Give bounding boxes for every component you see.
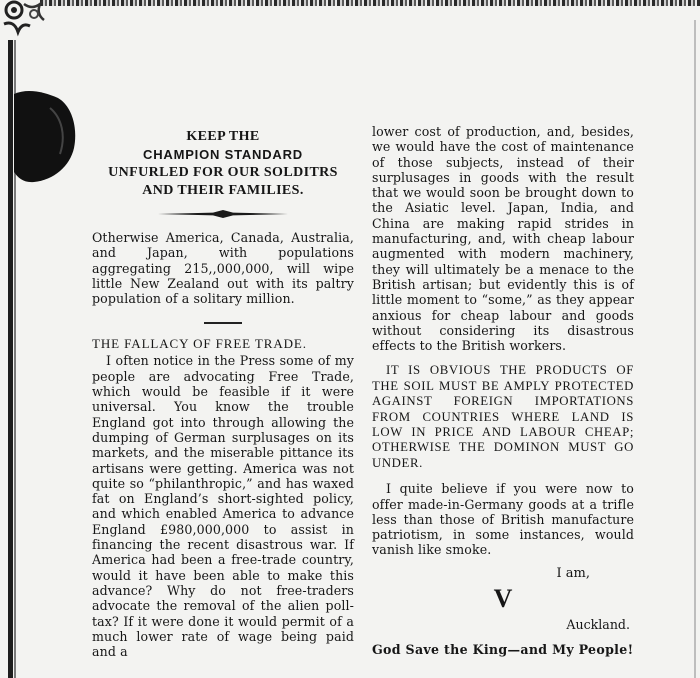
signoff: I am, [556, 565, 590, 581]
ornamental-rule-icon [158, 210, 288, 218]
headline-line-2: CHAMPION STANDARD [143, 147, 303, 162]
ink-smudge-icon [14, 88, 80, 184]
headline-line-4: AND THEIR FAMILIES. [142, 183, 304, 198]
caps-paragraph: IT IS OBVIOUS THE PRODUCTS OF THE SOIL MUST BE AMPLY PROTECTED AGAINST FOREIGN IMPORTATIONS FROM COUNTRIES WHERE LAND IS LOW IN PRICE AND LABOUR CHEAP; OTHERWISE THE DOMINON MUST GO UNDER. [372, 363, 634, 470]
headline [92, 128, 354, 200]
signature-initial: V [493, 583, 513, 613]
closing-line: God Save the King—and My People! [372, 641, 634, 657]
left-column [92, 128, 354, 659]
intro-paragraph: Otherwise America, Canada, Australia, and Japan, with populations aggregating 215,,000,000, will wipe little New Zealand out with its paltry population of a solitary million. [92, 230, 354, 307]
right-column [372, 124, 634, 657]
closing-paragraph: I quite believe if you were now to offer made-in-Germany goods at a trifle less than those of British manufacture patriotism, in some instances, would vanish like smoke. [372, 481, 634, 558]
body-paragraph-left: I often notice in the Press some of my people are advocating Free Trade, which would be feasible if it were universal. You know the trouble England got into through allowing the dumping of German surplusages on its markets, and the miserable pittance its artisans were getting. America was not quite so “philanthropic,” and has waxed fat on England’s short-sighted policy, and which enabled America to advance England £980,000,000 to assist in financing the recent disastrous war. If America had been a free-trade country, would it have been able to make this advance? Why do not free-traders advocate the removal of the alien poll-tax? If it were done it would permit of a much lower rate of wage being paid and a [92, 353, 354, 660]
top-border [40, 0, 700, 6]
place-name: Auckland. [566, 616, 630, 632]
corner-ornament-icon [0, 0, 50, 44]
section-title: THE FALLACY OF FREE TRADE. [92, 336, 307, 352]
left-border-rule [8, 40, 13, 678]
headline-line-1: KEEP THE [186, 129, 260, 144]
headline-line-3: UNFURLED FOR OUR SOLDITRS [108, 165, 338, 180]
body-paragraph-right: lower cost of production, and, besides, we would have the cost of maintenance of those subjects, instead of their surplusages in goods with the result that we would soon be brought down to the Asiatic level. Japan, India, and China are making rapid strides in manufacturing, and, with cheap labour augmented with modern machinery, they will ultimately be a menace to the British artisan; but evidently this is of little moment to “some,” as they appear anxious for cheap labour and goods without considering its disastrous effects to the British workers. [372, 124, 634, 354]
section-divider [204, 322, 242, 324]
right-edge-rule [694, 20, 696, 678]
